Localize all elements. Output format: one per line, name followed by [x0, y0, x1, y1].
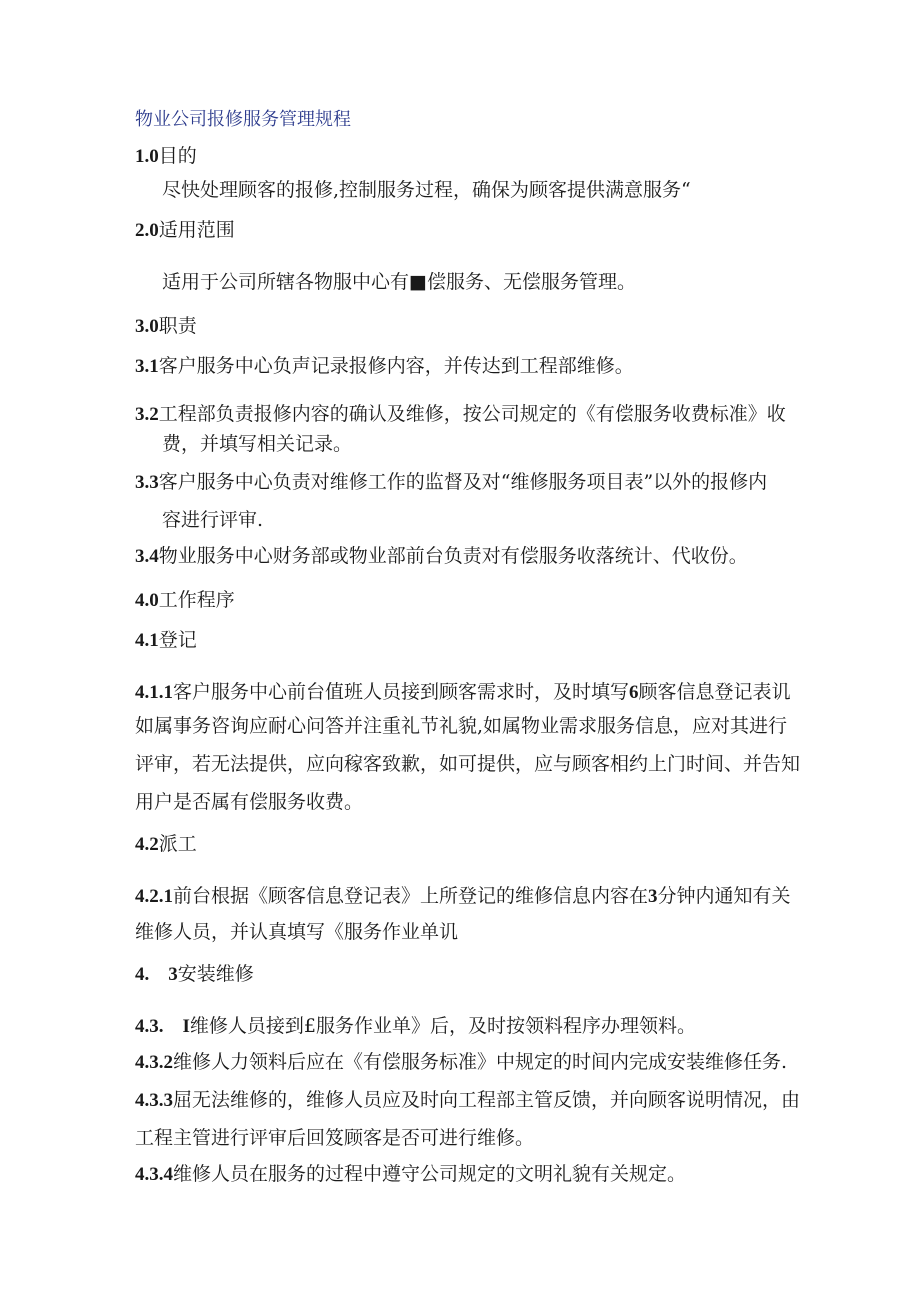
clause-4-2-1-line-2: 维修人员，并认真填写《服务作业单讥 — [135, 921, 459, 943]
subsection-number: 4.1 — [135, 630, 159, 651]
subsection-number: 4. 3 — [135, 964, 178, 985]
section-title: 目的 — [158, 145, 197, 167]
clause-number: 3.2 — [135, 404, 159, 425]
clause-number: 4.3.2 — [135, 1052, 173, 1073]
clause-4-2-1 — [135, 884, 791, 909]
clause-text-end: 顾客信息登记表讥 — [638, 681, 791, 703]
inline-number: 6 — [629, 682, 639, 703]
subsection-number: 4.2 — [135, 834, 159, 855]
clause-3-3 — [135, 470, 767, 495]
clause-text: 客户服务中心前台值班人员接到顾客需求时，及时填写 — [173, 681, 630, 703]
clause-4-1-1 — [135, 680, 791, 705]
clause-number: 3.4 — [135, 546, 159, 567]
subsection-title: 派工 — [158, 833, 197, 855]
clause-text: 前台根据《顾客信息登记表》上所登记的维修信息内容在 — [173, 885, 649, 907]
clause-3-4 — [135, 544, 748, 569]
clause-3-2-continuation: 费，并填写相关记录。 — [162, 433, 353, 455]
clause-number: 4.1.1 — [135, 682, 173, 703]
section-2-body: 适用于公司所辖各物服中心有■偿服务、无偿服务管理。 — [162, 271, 636, 293]
document-title: 物业公司报修服务管理规程 — [135, 109, 351, 130]
clause-3-2 — [135, 402, 786, 427]
clause-4-3-3-continuation: 工程主管进行评审后回笈顾客是否可进行维修。 — [135, 1127, 535, 1149]
clause-text: 维修人员接到£服务作业单》后，及时按领料程序办理领料。 — [189, 1015, 696, 1037]
clause-4-3-1 — [135, 1014, 696, 1039]
clause-text-end: 分钟内通知有关 — [657, 885, 791, 907]
clause-number: 4.3.4 — [135, 1164, 173, 1185]
clause-text: 屈无法维修的，维修人员应及时向工程部主管反馈，并向顾客说明情况，由 — [173, 1089, 801, 1111]
clause-3-1 — [135, 354, 634, 379]
clause-4-1-1-line-4: 用户是否属有偿服务收费。 — [135, 791, 364, 813]
subsection-4-2-heading — [135, 832, 197, 857]
section-number: 3.0 — [135, 316, 159, 337]
inline-number: 3 — [648, 886, 658, 907]
clause-text: 客户服务中心负声记录报修内容，并传达到工程部维修。 — [158, 355, 634, 377]
clause-4-3-3 — [135, 1088, 800, 1113]
section-title: 职责 — [158, 315, 197, 337]
clause-text: 维修人力领料后应在《有偿服务标准》中规定的时间内完成安装维修任务. — [173, 1051, 788, 1073]
section-title: 适用范围 — [158, 219, 235, 241]
clause-text: 物业服务中心财务部或物业部前台负责对有偿服务收落统计、代收份。 — [158, 545, 748, 567]
clause-number: 4.3.3 — [135, 1090, 173, 1111]
section-number: 4.0 — [135, 590, 159, 611]
section-1-heading — [135, 144, 197, 169]
subsection-title: 登记 — [158, 629, 197, 651]
clause-text: 维修人员在服务的过程中遵守公司规定的文明礼貌有关规定。 — [173, 1163, 687, 1185]
clause-4-3-4 — [135, 1162, 686, 1187]
subsection-4-3-heading — [135, 962, 254, 987]
clause-4-3-2 — [135, 1050, 787, 1075]
subsection-4-1-heading — [135, 628, 197, 653]
section-1-body: 尽快处理顾客的报修,控制服务过程，确保为顾客提供满意服务“ — [162, 179, 691, 201]
clause-4-1-1-line-2: 如属事务咨询应耐心问答并注重礼节礼貌,如属物业需求服务信息，应对其进行 — [135, 715, 788, 737]
section-2-heading — [135, 218, 235, 243]
clause-number: 3.1 — [135, 356, 159, 377]
section-title: 工作程序 — [158, 589, 235, 611]
clause-text: 工程部负责报修内容的确认及维修，按公司规定的《有偿服务收费标准》收 — [158, 403, 786, 425]
section-number: 1.0 — [135, 146, 159, 167]
section-number: 2.0 — [135, 220, 159, 241]
clause-text: 客户服务中心负责对维修工作的监督及对“维修服务项目表”以外的报修内 — [158, 471, 768, 493]
clause-number: 3.3 — [135, 472, 159, 493]
subsection-title: 安装维修 — [177, 963, 254, 985]
section-4-heading — [135, 588, 235, 613]
clause-number: 4.2.1 — [135, 886, 173, 907]
clause-3-3-continuation: 容进行评审. — [162, 509, 264, 531]
section-3-heading — [135, 314, 197, 339]
clause-4-1-1-line-3: 评审，若无法提供，应向稼客致歉，如可提供，应与顾客相约上门时间、并告知 — [135, 753, 801, 775]
clause-number: 4.3. I — [135, 1016, 190, 1037]
